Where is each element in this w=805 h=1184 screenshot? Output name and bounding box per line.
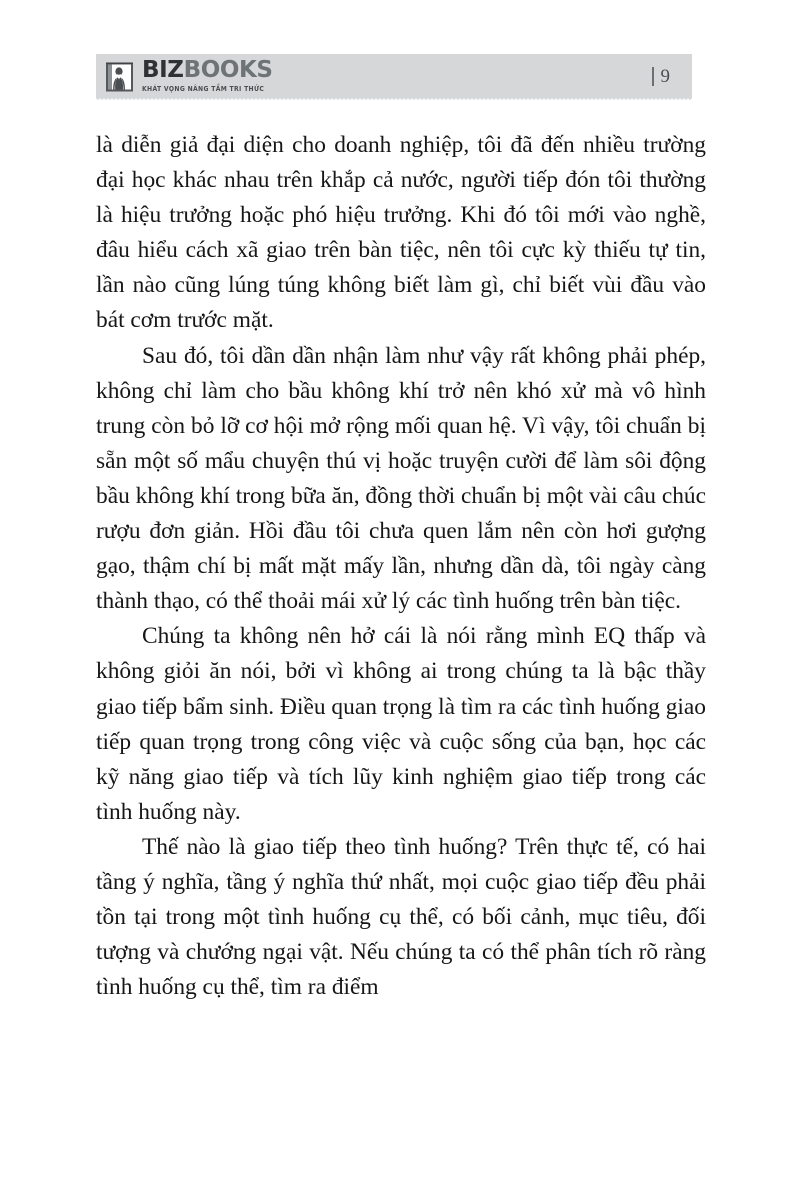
brand-name-primary: BIZ: [142, 57, 184, 84]
brand-tagline: KHÁT VỌNG NÂNG TẦM TRI THỨC: [142, 84, 265, 94]
paragraph: Sau đó, tôi dần dần nhận làm như vậy rất không phải phép, không chỉ làm cho bầu không khí trở nên khó xử mà vô hình trung còn bỏ lỡ cơ hội mở rộng mối quan hệ. Vì vậy, tôi chuẩn bị sẵn một số mẩu chuyện thú vị hoặc truyện cười để làm sôi động bầu không khí trong bữa ăn, đồng thời chuẩn bị một vài câu chúc rượu đơn giản. Hồi đầu tôi chưa quen lắm nên còn hơi gượng gạo, thậm chí bị mất mặt mấy lần, nhưng dần dà, tôi ngày càng thành thạo, có thể thoải mái xử lý các tình huống trên bàn tiệc.: [96, 342, 706, 615]
page-header: [96, 54, 692, 98]
paragraph: là diễn giả đại diện cho doanh nghiệp, tôi đã đến nhiều trường đại học khác nhau trên khắp cả nước, người tiếp đón tôi thường là hiệu trưởng hoặc phó hiệu trưởng. Khi đó tôi mới vào nghề, đâu hiểu cách xã giao trên bàn tiệc, nên tôi cực kỳ thiếu tự tin, lần nào cũng lúng túng không biết làm gì, chỉ biết vùi đầu vào bát cơm trước mặt.: [96, 132, 706, 334]
paragraph: Chúng ta không nên hở cái là nói rằng mình EQ thấp và không giỏi ăn nói, bởi vì không ai trong chúng ta là bậc thầy giao tiếp bẩm sinh. Điều quan trọng là tìm ra các tình huống giao tiếp quan trọng trong công việc và cuộc sống của bạn, học các kỹ năng giao tiếp và tích lũy kinh nghiệm giao tiếp trong các tình huống này.: [96, 623, 706, 825]
paragraph: Thế nào là giao tiếp theo tình huống? Trên thực tế, có hai tầng ý nghĩa, tầng ý nghĩa thứ nhất, mọi cuộc giao tiếp đều phải tồn tại trong một tình huống cụ thể, có bối cảnh, mục tiêu, đối tượng và chướng ngại vật. Nếu chúng ta có thể phân tích rõ ràng tình huống cụ thể, tìm ra điểm: [96, 833, 706, 1001]
brand-logo: [96, 59, 273, 93]
page-number: 9: [660, 65, 670, 87]
folio-separator-rule: [652, 67, 654, 86]
brand-wordmark: [142, 59, 273, 82]
brand-wordmark-block: [142, 59, 273, 92]
brand-name-secondary: BOOKS: [183, 57, 273, 84]
body-text: [96, 128, 706, 1005]
folio: [652, 67, 692, 86]
book-with-figure-icon: [105, 59, 135, 93]
